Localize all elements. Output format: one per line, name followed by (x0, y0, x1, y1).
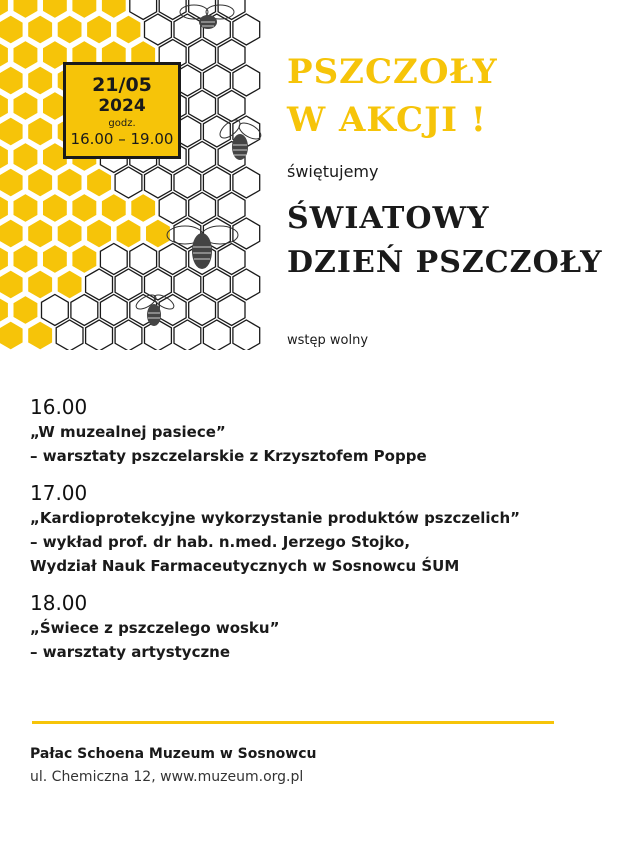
honeycomb-cell (42, 244, 69, 275)
honeycomb-cell (12, 295, 39, 326)
entry-info: wstęp wolny (287, 333, 369, 348)
event-year: 2024 (98, 96, 146, 116)
honeycomb-cell (27, 218, 54, 249)
honeycomb-cell (203, 167, 230, 198)
date-box (63, 62, 181, 159)
honeycomb-cell (203, 320, 230, 350)
program-time: 17.00 (30, 481, 88, 505)
bee-icon (132, 288, 177, 333)
honeycomb-cell (71, 295, 98, 326)
program-time: 18.00 (30, 591, 88, 615)
honeycomb-cell (12, 91, 39, 122)
honeycomb-cell (27, 14, 54, 45)
honeycomb-cell (233, 65, 260, 96)
event-date: 21/05 (92, 74, 152, 96)
honeycomb-cell (12, 40, 39, 71)
program-line: „Kardioprotekcyjne wykorzystanie produktów pszczelich” (30, 509, 520, 527)
honeycomb-cell (86, 14, 113, 45)
honeycomb-cell (56, 14, 83, 45)
honeycomb-cell (218, 40, 245, 71)
honeycomb-cell (0, 269, 24, 300)
program-line: – warsztaty artystyczne (30, 643, 231, 661)
bee-icon (178, 2, 238, 36)
honeycomb-cell (189, 295, 216, 326)
honeycomb-cell (27, 269, 54, 300)
honeycomb-cell (56, 167, 83, 198)
program-time: 16.00 (30, 395, 88, 419)
title-line-2: W AKCJI ! (287, 100, 487, 140)
title-line-1: PSZCZOŁY (287, 52, 498, 92)
honeycomb-cell (27, 65, 54, 96)
honeycomb-cell (0, 14, 24, 45)
honeycomb-cell (174, 320, 201, 350)
bee-icon (165, 215, 240, 275)
honeycomb-cell (130, 193, 157, 224)
program-item (30, 394, 590, 468)
honeycomb-cell (115, 167, 142, 198)
honeycomb-cell (130, 244, 157, 275)
honeycomb-cell (27, 116, 54, 147)
honeycomb-cell (71, 244, 98, 275)
honeycomb-cell (100, 193, 127, 224)
honeycomb-cell (100, 244, 127, 275)
honeycomb-cell (145, 167, 172, 198)
honeycomb-cell (174, 167, 201, 198)
honeycomb-cell (145, 14, 172, 45)
honeycomb-cell (56, 320, 83, 350)
honeycomb-cell (115, 218, 142, 249)
honeycomb-cell (42, 193, 69, 224)
event-name-line-1: ŚWIATOWY (287, 201, 490, 236)
program-line: Wydział Nauk Farmaceutycznych w Sosnowcu ŚUM (30, 557, 460, 575)
event-hours: 16.00 – 19.00 (70, 130, 174, 148)
program-line: – wykład prof. dr hab. n.med. Jerzego Stojko, (30, 533, 411, 551)
honeycomb-cell (56, 218, 83, 249)
event-name-line-2: DZIEŃ PSZCZOŁY (287, 245, 603, 280)
honeycomb-cell (86, 218, 113, 249)
honeycomb-cell (0, 167, 24, 198)
program-line: „Świece z pszczelego wosku” (30, 619, 280, 637)
honeycomb-cell (0, 116, 24, 147)
honeycomb-cell (12, 142, 39, 173)
program-item (30, 590, 590, 664)
honeycomb-cell (0, 320, 24, 350)
venue-name: Pałac Schoena Muzeum w Sosnowcu (30, 746, 317, 762)
honeycomb-cell (56, 269, 83, 300)
honeycomb-cell (0, 65, 24, 96)
program-item (30, 480, 590, 578)
honeycomb-cell (189, 40, 216, 71)
bee-icon (212, 115, 267, 170)
honeycomb-cell (100, 295, 127, 326)
honeycomb-cell (203, 65, 230, 96)
honeycomb-cell (218, 295, 245, 326)
honeycomb-cell (27, 167, 54, 198)
hours-label: godz. (108, 118, 136, 129)
subtitle: świętujemy (287, 162, 379, 181)
program-list (30, 394, 590, 676)
honeycomb-cell (12, 193, 39, 224)
honeycomb-cell (233, 167, 260, 198)
honeycomb-cell (27, 320, 54, 350)
honeycomb-cell (86, 320, 113, 350)
program-line: – warsztaty pszczelarskie z Krzysztofem Poppe (30, 447, 427, 465)
honeycomb-cell (86, 269, 113, 300)
honeycomb-cell (42, 295, 69, 326)
honeycomb-cell (233, 320, 260, 350)
divider (32, 721, 554, 724)
venue-address: ul. Chemiczna 12, www.muzeum.org.pl (30, 769, 304, 785)
honeycomb-cell (115, 14, 142, 45)
honeycomb-cell (12, 244, 39, 275)
honeycomb-cell (86, 167, 113, 198)
program-line: „W muzealnej pasiece” (30, 423, 226, 441)
honeycomb-cell (71, 193, 98, 224)
honeycomb-cell (0, 218, 24, 249)
